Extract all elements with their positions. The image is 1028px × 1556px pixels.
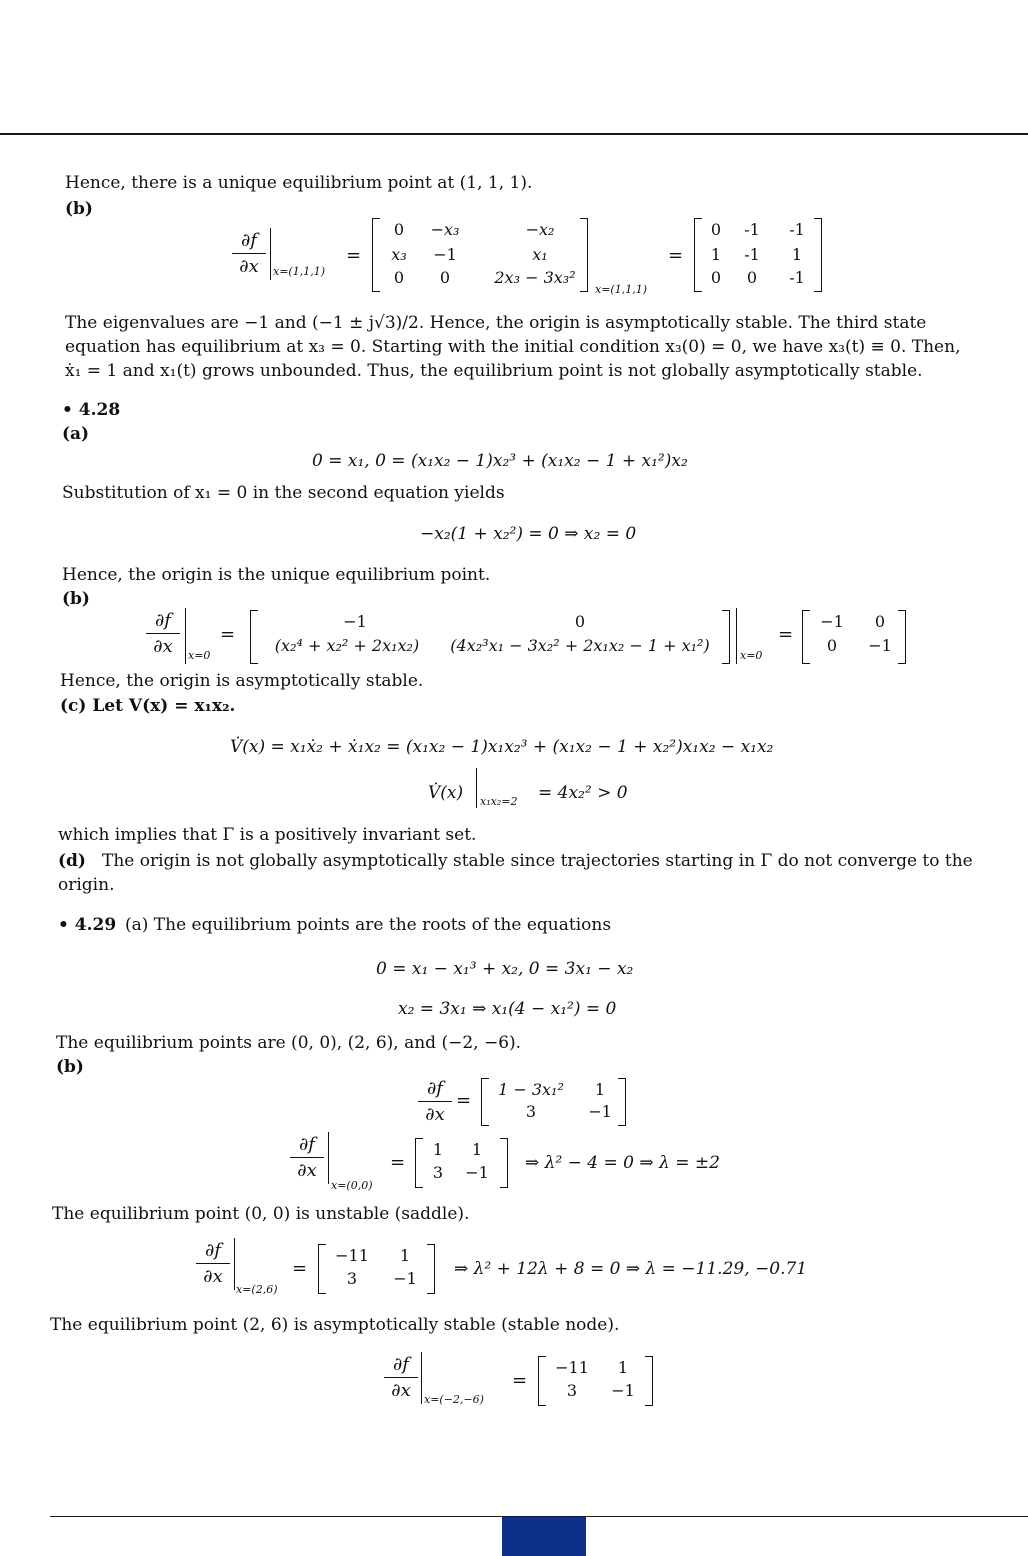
top-rule — [0, 133, 1028, 135]
matrix-cell: (4x₂³x₁ − 3x₂² + 2x₁x₂ − 1 + x₁²) — [450, 636, 710, 655]
matrix-cell: −1 — [820, 612, 844, 631]
matrix-cell: 0 — [710, 268, 722, 287]
eval-point: x=(−2,−6) — [424, 1393, 484, 1406]
jacobian-fraction — [146, 610, 180, 657]
vdot-rhs: = 4x₂² > 0 — [538, 783, 628, 803]
frac-numerator: ∂f — [299, 1134, 315, 1155]
paragraph-line: The equilibrium point (2, 6) is asymptotically stable (stable node). — [50, 1315, 620, 1335]
matrix-cell: −1 — [393, 1269, 417, 1288]
matrix-cell: −1 — [433, 245, 457, 264]
matrix-cell: 0 — [874, 612, 886, 631]
matrix-cell: −x₃ — [430, 220, 460, 239]
matrix-cell: 0 — [393, 220, 405, 239]
matrix-cell: (x₂⁴ + x₂² + 2x₁x₂) — [274, 636, 420, 655]
part-d-label: (d) — [58, 851, 86, 871]
frac-denominator: ∂x — [153, 636, 173, 657]
matrix-cell: 0 — [439, 268, 451, 287]
equation: −x₂(1 + x₂²) = 0 ⇒ x₂ = 0 — [420, 524, 637, 544]
paragraph-line: (a) The equilibrium points are the roots of the equations — [125, 915, 612, 935]
matrix-cell: x₁ — [532, 245, 548, 264]
eval-point: x₁x₂=2 — [480, 795, 518, 808]
matrix-cell: x₃ — [391, 245, 407, 264]
jacobian-fraction — [196, 1240, 230, 1287]
vdot-lhs: V̇(x) — [428, 783, 464, 803]
page-number-block — [502, 1517, 586, 1556]
matrix-cell: 1 — [471, 1140, 483, 1159]
eval-point: x=(2,6) — [236, 1283, 278, 1296]
matrix-cell: −1 — [868, 636, 892, 655]
matrix-cell: -1 — [789, 268, 805, 287]
matrix-cell: 3 — [346, 1269, 358, 1288]
matrix-cell: −1 — [611, 1381, 635, 1400]
part-b-label: (b) — [65, 199, 93, 219]
matrix-cell: 1 — [791, 245, 803, 264]
part-b-label: (b) — [62, 589, 90, 609]
equation: 0 = x₁, 0 = (x₁x₂ − 1)x₂³ + (x₁x₂ − 1 + x₁²)x₂ — [312, 451, 688, 471]
matrix-cell: −1 — [343, 612, 367, 631]
paragraph-line: origin. — [58, 875, 115, 895]
matrix-cell: 2x₃ − 3x₃² — [494, 268, 576, 287]
characteristic-eq: ⇒ λ² + 12λ + 8 = 0 ⇒ λ = −11.29, −0.71 — [454, 1259, 808, 1279]
characteristic-eq: ⇒ λ² − 4 = 0 ⇒ λ = ±2 — [525, 1153, 720, 1173]
jacobian-fraction — [418, 1078, 452, 1125]
eval-point: x=0 — [188, 649, 211, 662]
problem-heading: • 4.28 — [62, 400, 121, 420]
matrix-cell: -1 — [744, 245, 760, 264]
eval-point-mid: x=(1,1,1) — [595, 283, 647, 296]
matrix-cell: 1 — [399, 1246, 411, 1265]
matrix-cell: 0 — [746, 268, 758, 287]
paragraph-line: The origin is not globally asymptotically stable since trajectories starting in Γ do not converge to the — [102, 851, 973, 871]
paragraph-line: equation has equilibrium at x₃ = 0. Starting with the initial condition x₃(0) = 0, we have x₃(t) ≡ 0. Then, — [65, 337, 961, 357]
frac-denominator: ∂x — [297, 1160, 317, 1181]
paragraph-line: ẋ₁ = 1 and x₁(t) grows unbounded. Thus, the equilibrium point is not globally asymptotically stable. — [65, 361, 923, 381]
matrix-cell: -1 — [789, 220, 805, 239]
matrix-cell: 0 — [826, 636, 838, 655]
matrix-cell: 3 — [432, 1163, 444, 1182]
part-c-line: (c) Let V(x) = x₁x₂. — [60, 696, 236, 716]
frac-denominator: ∂x — [239, 256, 259, 277]
matrix-cell: 1 — [710, 245, 722, 264]
frac-denominator: ∂x — [391, 1380, 411, 1401]
frac-numerator: ∂f — [205, 1240, 221, 1261]
frac-numerator: ∂f — [155, 610, 171, 631]
eval-point: x=0 — [740, 649, 763, 662]
paragraph-line: The eigenvalues are −1 and (−1 ± j√3)/2. Hence, the origin is asymptotically stable. The third state — [65, 313, 927, 333]
part-b-label: (b) — [56, 1057, 84, 1077]
jacobian-fraction — [290, 1134, 324, 1181]
intro-text: Hence, there is a unique equilibrium point at (1, 1, 1). — [65, 173, 533, 193]
matrix-cell: 1 − 3x₁² — [498, 1080, 564, 1099]
equation: x₂ = 3x₁ ⇒ x₁(4 − x₁²) = 0 — [398, 999, 617, 1019]
paragraph-line: The equilibrium points are (0, 0), (2, 6), and (−2, −6). — [56, 1033, 522, 1053]
matrix-cell: 0 — [393, 268, 405, 287]
matrix-cell: −11 — [335, 1246, 369, 1265]
problem-heading: • 4.29 — [58, 915, 117, 935]
matrix-cell: 0 — [710, 220, 722, 239]
paragraph-line: The equilibrium point (0, 0) is unstable (saddle). — [52, 1204, 470, 1224]
eval-point: x=(1,1,1) — [273, 265, 325, 278]
frac-denominator: ∂x — [425, 1104, 445, 1125]
matrix-cell: -1 — [744, 220, 760, 239]
matrix-cell: −1 — [588, 1102, 612, 1121]
frac-numerator: ∂f — [393, 1354, 409, 1375]
part-a-label: (a) — [62, 424, 90, 444]
frac-numerator: ∂f — [427, 1078, 443, 1099]
equation: V̇(x) = x₁ẋ₂ + ẋ₁x₂ = (x₁x₂ − 1)x₁x₂³ + (x₁x₂ − 1 + x₂²)x₁x₂ − x₁x₂ — [230, 737, 774, 757]
matrix-cell: 1 — [594, 1080, 606, 1099]
frac-denominator: ∂x — [203, 1266, 223, 1287]
paragraph-line: Hence, the origin is the unique equilibrium point. — [62, 565, 491, 585]
matrix-cell: −x₂ — [525, 220, 555, 239]
matrix-cell: 1 — [617, 1358, 629, 1377]
jacobian-fraction — [384, 1354, 418, 1401]
matrix-cell: 3 — [566, 1381, 578, 1400]
matrix-cell: 3 — [525, 1102, 537, 1121]
paragraph-line: Hence, the origin is asymptotically stable. — [60, 671, 424, 691]
matrix-cell: 0 — [574, 612, 586, 631]
paragraph-line: which implies that Γ is a positively invariant set. — [58, 825, 477, 845]
matrix-cell: −11 — [555, 1358, 589, 1377]
eval-point: x=(0,0) — [331, 1179, 373, 1192]
paragraph-line: Substitution of x₁ = 0 in the second equation yields — [62, 483, 505, 503]
frac-numerator: ∂f — [241, 230, 257, 251]
jacobian-fraction — [232, 230, 266, 277]
matrix-cell: 1 — [432, 1140, 444, 1159]
matrix-cell: −1 — [465, 1163, 489, 1182]
equation: 0 = x₁ − x₁³ + x₂, 0 = 3x₁ − x₂ — [376, 959, 634, 979]
